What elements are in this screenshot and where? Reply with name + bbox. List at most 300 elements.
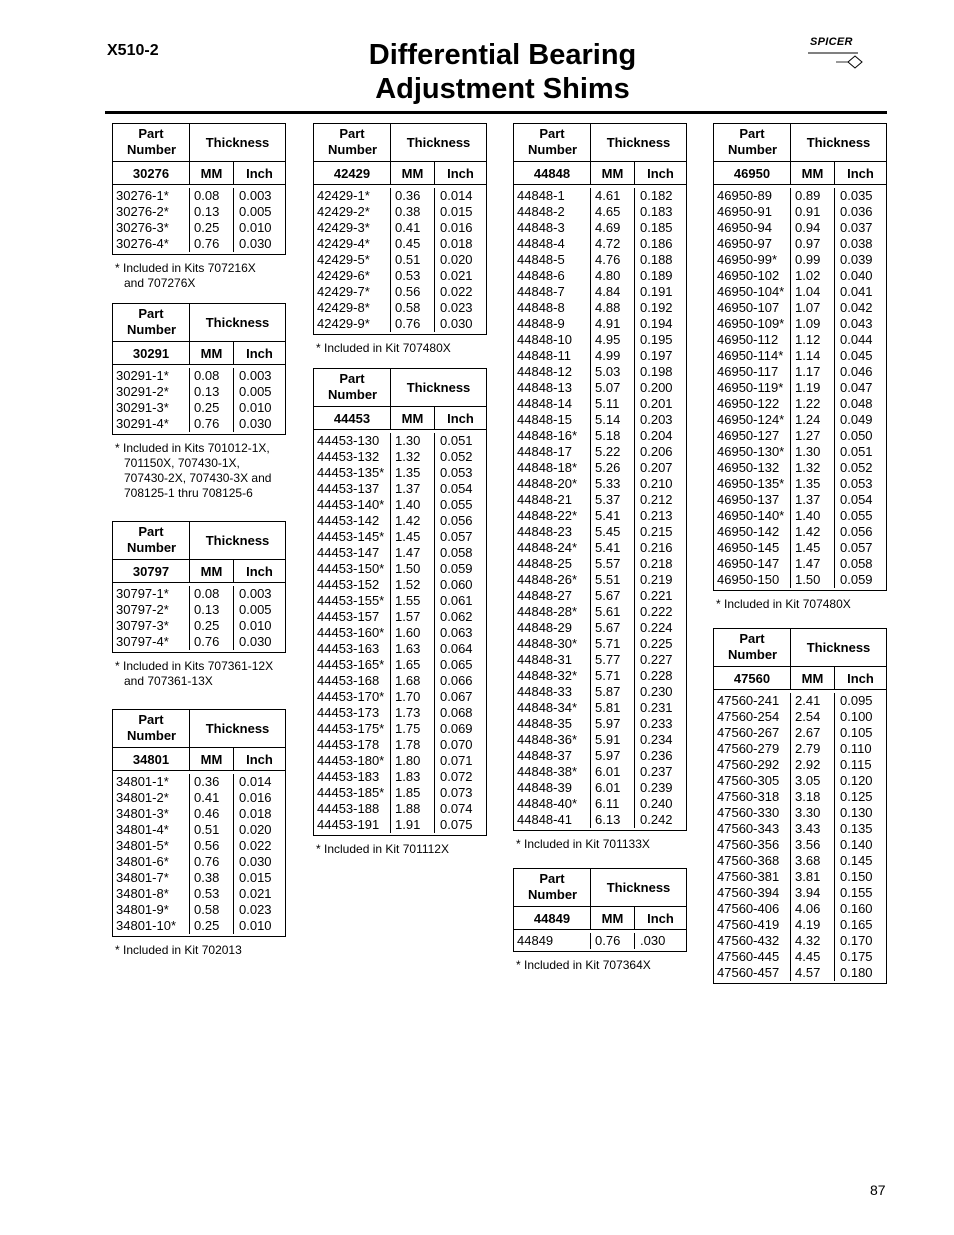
inch-cell: 0.071 (440, 753, 473, 768)
mm-cell: 5.71 (591, 636, 635, 652)
inch-cell: 0.058 (840, 556, 873, 571)
table-row (714, 428, 886, 444)
inch-cell: 0.207 (640, 460, 673, 475)
part-number-cell: 30276-2* (113, 204, 190, 220)
part-number-cell: 30291-2* (113, 384, 190, 400)
table-row (514, 284, 686, 300)
part-number-cell: 47560-368 (714, 853, 791, 869)
table-row (514, 636, 686, 652)
inch-cell: 0.160 (840, 901, 873, 916)
part-number-cell: 46950-127 (714, 428, 791, 444)
series-row (714, 667, 886, 690)
mm-cell: 1.52 (391, 577, 435, 593)
table-row (113, 854, 285, 870)
mm-cell: 5.91 (591, 732, 635, 748)
table-row (714, 364, 886, 380)
kit-footnote (316, 341, 487, 356)
inch-cell: 0.189 (640, 268, 673, 283)
part-number-cell: 44848-39 (514, 780, 591, 796)
inch-cell: 0.054 (440, 481, 473, 496)
mm-header: MM (391, 162, 435, 184)
mm-header: MM (591, 162, 635, 184)
table-row (113, 870, 285, 886)
mm-cell: 4.99 (591, 348, 635, 364)
inch-cell: 0.240 (640, 796, 673, 811)
part-number-cell: 44848-4 (514, 236, 591, 252)
part-number-cell: 30797-3* (113, 618, 190, 634)
mm-cell: 0.51 (391, 252, 435, 268)
part-number-cell: 44848-35 (514, 716, 591, 732)
shim-table (112, 521, 286, 653)
part-number-header: Part Number (113, 304, 190, 341)
mm-cell: 1.37 (391, 481, 435, 497)
table-row (514, 236, 686, 252)
inch-cell: 0.188 (640, 252, 673, 267)
shim-table (112, 123, 286, 255)
mm-cell: 5.18 (591, 428, 635, 444)
part-number-cell: 46950-104* (714, 284, 791, 300)
part-number-cell: 46950-102 (714, 268, 791, 284)
inch-cell: 0.043 (840, 316, 873, 331)
thickness-header: Thickness (205, 721, 270, 736)
inch-cell: 0.212 (640, 492, 673, 507)
series-row (514, 162, 686, 185)
table-body (714, 185, 886, 590)
table-row (514, 764, 686, 780)
part-number-cell: 46950-91 (714, 204, 791, 220)
part-number-cell: 44848-28* (514, 604, 591, 620)
table-row (113, 204, 285, 220)
table-row (113, 220, 285, 236)
mm-cell: 1.14 (791, 348, 835, 364)
footnote-line: 708125-1 thru 708125-6 (124, 486, 253, 500)
mm-cell: 1.37 (791, 492, 835, 508)
inch-cell: 0.150 (840, 869, 873, 884)
table-column (713, 123, 887, 998)
inch-cell: 0.155 (840, 885, 873, 900)
table-row (514, 620, 686, 636)
part-number-cell: 44848-26* (514, 572, 591, 588)
part-number-cell: 44848-37 (514, 748, 591, 764)
table-row (514, 348, 686, 364)
table-row (514, 812, 686, 828)
footnote-line: and 707361-13X (124, 674, 213, 688)
inch-cell: 0.056 (440, 513, 473, 528)
table-body (113, 583, 285, 652)
table-row (514, 444, 686, 460)
inch-cell: 0.010 (239, 618, 272, 633)
part-number-header: Part Number (714, 124, 791, 161)
part-number-cell: 46950-109* (714, 316, 791, 332)
inch-cell: 0.052 (840, 460, 873, 475)
part-number-cell: 47560-241 (714, 693, 791, 709)
inch-cell: 0.042 (840, 300, 873, 315)
table-row (314, 545, 486, 561)
part-number-cell: 44848-9 (514, 316, 591, 332)
mm-cell: 0.91 (791, 204, 835, 220)
table-row (314, 801, 486, 817)
table-row (113, 886, 285, 902)
mm-cell: 0.76 (190, 416, 234, 432)
thickness-header: Thickness (205, 533, 270, 548)
inch-cell: 0.072 (440, 769, 473, 784)
mm-cell: 6.11 (591, 796, 635, 812)
table-row (714, 316, 886, 332)
mm-cell: 1.68 (391, 673, 435, 689)
mm-cell: 1.40 (391, 497, 435, 513)
footnote-line: * Included in Kits 701012-1X, (115, 441, 270, 455)
inch-cell: 0.105 (840, 725, 873, 740)
part-number-cell: 44848-40* (514, 796, 591, 812)
table-row (514, 780, 686, 796)
series-row (113, 560, 285, 583)
inch-cell: 0.037 (840, 220, 873, 235)
part-number-header: Part Number (514, 869, 591, 906)
table-row (314, 220, 486, 236)
mm-cell: 4.32 (791, 933, 835, 949)
footnote-line: and 707276X (124, 276, 196, 290)
mm-cell: 0.25 (190, 618, 234, 634)
inch-cell: 0.095 (840, 693, 873, 708)
inch-cell: 0.075 (440, 817, 473, 832)
inch-cell: 0.053 (440, 465, 473, 480)
part-number-cell: 34801-4* (113, 822, 190, 838)
footnote-line: * Included in Kit 702013 (115, 943, 242, 957)
inch-cell: 0.221 (640, 588, 673, 603)
mm-cell: 5.41 (591, 508, 635, 524)
part-number-cell: 46950-122 (714, 396, 791, 412)
part-number-cell: 42429-9* (314, 316, 391, 332)
inch-cell: 0.215 (640, 524, 673, 539)
inch-cell: 0.045 (840, 348, 873, 363)
table-row (514, 252, 686, 268)
mm-cell: 1.70 (391, 689, 435, 705)
part-number-cell: 44848-27 (514, 588, 591, 604)
inch-cell: 0.218 (640, 556, 673, 571)
mm-cell: 5.14 (591, 412, 635, 428)
table-row (314, 817, 486, 833)
inch-cell: 0.192 (640, 300, 673, 315)
mm-cell: 4.45 (791, 949, 835, 965)
inch-cell: 0.110 (840, 741, 872, 756)
table-row (514, 933, 686, 949)
mm-cell: 1.57 (391, 609, 435, 625)
table-row (514, 364, 686, 380)
inch-cell: 0.061 (440, 593, 473, 608)
inch-cell: 0.068 (440, 705, 473, 720)
footnote-line: 701150X, 707430-1X, (124, 456, 240, 470)
footnote-line: * Included in Kits 707216X (115, 261, 256, 275)
mm-cell: 1.35 (791, 476, 835, 492)
mm-cell: 5.33 (591, 476, 635, 492)
part-number-cell: 44848-41 (514, 812, 591, 828)
mm-cell: 5.41 (591, 540, 635, 556)
table-header (514, 869, 686, 907)
table-row (113, 618, 285, 634)
mm-cell: 2.92 (791, 757, 835, 773)
table-body (314, 185, 486, 334)
part-number-cell: 30276-3* (113, 220, 190, 236)
part-number-cell: 47560-419 (714, 917, 791, 933)
inch-cell: 0.170 (840, 933, 873, 948)
part-number-cell: 46950-150 (714, 572, 791, 588)
table-row (714, 444, 886, 460)
mm-cell: 1.19 (791, 380, 835, 396)
inch-cell: 0.237 (640, 764, 673, 779)
table-row (314, 625, 486, 641)
table-row (514, 684, 686, 700)
table-row (314, 316, 486, 332)
mm-header: MM (591, 907, 635, 929)
table-row (514, 476, 686, 492)
mm-cell: 5.22 (591, 444, 635, 460)
table-row (714, 396, 886, 412)
part-number-cell: 44848-21 (514, 492, 591, 508)
inch-cell: 0.030 (440, 316, 473, 331)
inch-cell: 0.200 (640, 380, 673, 395)
part-number-cell: 46950-112 (714, 332, 791, 348)
footnote-line: * Included in Kits 707361-12X (115, 659, 274, 673)
part-number-cell: 34801-5* (113, 838, 190, 854)
inch-cell: 0.030 (239, 854, 272, 869)
part-number-cell: 44453-170* (314, 689, 391, 705)
table-row (714, 220, 886, 236)
part-number-cell: 46950-89 (714, 188, 791, 204)
table-row (314, 769, 486, 785)
inch-cell: 0.049 (840, 412, 873, 427)
inch-cell: 0.074 (440, 801, 473, 816)
inch-cell: 0.010 (239, 400, 272, 415)
inch-cell: 0.213 (640, 508, 673, 523)
part-number-cell: 44848-3 (514, 220, 591, 236)
part-number-cell: 34801-2* (113, 790, 190, 806)
inch-header: Inch (847, 670, 874, 686)
part-number-header: Part Number (113, 522, 190, 559)
mm-cell: 5.87 (591, 684, 635, 700)
mm-cell: 0.13 (190, 204, 234, 220)
mm-cell: 5.67 (591, 588, 635, 604)
table-row (314, 284, 486, 300)
inch-cell: 0.210 (640, 476, 673, 491)
mm-cell: 0.41 (190, 790, 234, 806)
inch-cell: 0.018 (239, 806, 272, 821)
mm-cell: 1.04 (791, 284, 835, 300)
part-number-cell: 44453-185* (314, 785, 391, 801)
part-number-cell: 47560-356 (714, 837, 791, 853)
thickness-header: Thickness (606, 135, 671, 150)
table-header (113, 522, 285, 560)
inch-cell: 0.216 (640, 540, 673, 555)
table-column (313, 123, 487, 871)
mm-cell: 1.83 (391, 769, 435, 785)
mm-cell: 4.65 (591, 204, 635, 220)
part-number-header: Part Number (113, 710, 190, 747)
part-number-cell: 44453-191 (314, 817, 391, 833)
part-number-cell: 47560-432 (714, 933, 791, 949)
table-row (514, 732, 686, 748)
mm-cell: 1.80 (391, 753, 435, 769)
shim-table-block (513, 868, 687, 973)
table-body (714, 690, 886, 983)
table-row (514, 524, 686, 540)
inch-header: Inch (447, 165, 474, 181)
mm-cell: 3.30 (791, 805, 835, 821)
mm-cell: 5.77 (591, 652, 635, 668)
part-number-cell: 30291-1* (113, 368, 190, 384)
mm-cell: 1.60 (391, 625, 435, 641)
table-column (513, 123, 687, 987)
table-row (514, 188, 686, 204)
table-row (314, 673, 486, 689)
inch-cell: 0.015 (440, 204, 473, 219)
inch-cell: 0.051 (840, 444, 873, 459)
part-number-cell: 42429-2* (314, 204, 391, 220)
thickness-header: Thickness (205, 135, 270, 150)
table-row (514, 796, 686, 812)
inch-cell: 0.055 (440, 497, 473, 512)
mm-cell: 0.53 (190, 886, 234, 902)
mm-cell: 1.45 (391, 529, 435, 545)
inch-cell: 0.005 (239, 602, 272, 617)
table-row (514, 380, 686, 396)
mm-cell: 0.36 (391, 188, 435, 204)
mm-cell: 1.42 (791, 524, 835, 540)
mm-cell: 5.97 (591, 716, 635, 732)
inch-cell: 0.038 (840, 236, 873, 251)
inch-header: Inch (246, 563, 273, 579)
mm-cell: 0.76 (190, 854, 234, 870)
inch-cell: 0.195 (640, 332, 673, 347)
inch-cell: 0.003 (239, 586, 272, 601)
table-row (714, 933, 886, 949)
table-row (113, 790, 285, 806)
table-row (314, 513, 486, 529)
part-number-cell: 42429-8* (314, 300, 391, 316)
part-number-cell: 44848-15 (514, 412, 591, 428)
part-number-cell: 42429-6* (314, 268, 391, 284)
series-row (314, 162, 486, 185)
part-number-cell: 30291-4* (113, 416, 190, 432)
part-number-cell: 46950-117 (714, 364, 791, 380)
mm-header: MM (190, 342, 234, 364)
inch-cell: 0.030 (239, 416, 272, 431)
series-number: 46950 (714, 162, 791, 184)
table-body (113, 771, 285, 936)
mm-cell: 1.75 (391, 721, 435, 737)
mm-cell: 1.17 (791, 364, 835, 380)
inch-cell: 0.194 (640, 316, 673, 331)
mm-cell: 4.06 (791, 901, 835, 917)
table-header (113, 304, 285, 342)
part-number-cell: 34801-3* (113, 806, 190, 822)
mm-cell: 5.67 (591, 620, 635, 636)
table-row (314, 609, 486, 625)
mm-cell: 0.97 (791, 236, 835, 252)
inch-cell: 0.041 (840, 284, 873, 299)
part-number-cell: 46950-142 (714, 524, 791, 540)
mm-cell: 0.25 (190, 220, 234, 236)
inch-cell: 0.018 (440, 236, 473, 251)
inch-cell: 0.052 (440, 449, 473, 464)
inch-header: Inch (647, 165, 674, 181)
mm-cell: 0.41 (391, 220, 435, 236)
shim-table-block (112, 303, 286, 501)
part-number-cell: 44453-178 (314, 737, 391, 753)
inch-cell: 0.182 (640, 188, 673, 203)
inch-cell: 0.204 (640, 428, 673, 443)
part-number-header: Part Number (314, 124, 391, 161)
mm-cell: 0.56 (391, 284, 435, 300)
mm-cell: 1.09 (791, 316, 835, 332)
table-row (314, 449, 486, 465)
mm-cell: 0.38 (190, 870, 234, 886)
mm-cell: 2.79 (791, 741, 835, 757)
table-row (714, 837, 886, 853)
table-row (714, 949, 886, 965)
part-number-cell: 34801-9* (113, 902, 190, 918)
footnote-line: * Included in Kit 707480X (716, 597, 851, 611)
table-row (314, 657, 486, 673)
thickness-header: Thickness (806, 640, 871, 655)
table-row (514, 412, 686, 428)
mm-cell: 5.61 (591, 604, 635, 620)
dana-emblem-icon (808, 36, 868, 72)
series-number: 44453 (314, 407, 391, 429)
inch-cell: 0.115 (840, 757, 872, 772)
inch-cell: 0.145 (840, 853, 873, 868)
part-number-cell: 47560-457 (714, 965, 791, 981)
table-row (714, 236, 886, 252)
table-row (714, 252, 886, 268)
table-row (714, 821, 886, 837)
brand-name: SPICER (810, 36, 853, 48)
part-number-cell: 47560-318 (714, 789, 791, 805)
part-number-cell: 44848-36* (514, 732, 591, 748)
table-row (314, 593, 486, 609)
mm-cell: 1.30 (791, 444, 835, 460)
part-number-cell: 47560-394 (714, 885, 791, 901)
mm-cell: 1.55 (391, 593, 435, 609)
inch-cell: 0.233 (640, 716, 673, 731)
part-number-cell: 44848-14 (514, 396, 591, 412)
inch-cell: 0.130 (840, 805, 873, 820)
table-row (714, 348, 886, 364)
table-row (113, 634, 285, 650)
mm-cell: 1.35 (391, 465, 435, 481)
inch-cell: 0.197 (640, 348, 673, 363)
mm-header: MM (791, 667, 835, 689)
table-row (514, 748, 686, 764)
mm-cell: 4.84 (591, 284, 635, 300)
inch-cell: 0.020 (440, 252, 473, 267)
part-number-cell: 44453-150* (314, 561, 391, 577)
mm-cell: 1.50 (391, 561, 435, 577)
series-number: 44848 (514, 162, 591, 184)
mm-cell: 4.57 (791, 965, 835, 981)
part-number-cell: 44453-175* (314, 721, 391, 737)
table-row (314, 689, 486, 705)
mm-cell: 1.32 (791, 460, 835, 476)
table-row (314, 737, 486, 753)
inch-cell: 0.066 (440, 673, 473, 688)
part-number-cell: 44848-11 (514, 348, 591, 364)
table-header (314, 124, 486, 162)
shim-table (112, 709, 286, 937)
shim-table (513, 123, 687, 831)
inch-header: Inch (447, 410, 474, 426)
title-line-1: Differential Bearing (368, 39, 637, 71)
table-row (514, 668, 686, 684)
